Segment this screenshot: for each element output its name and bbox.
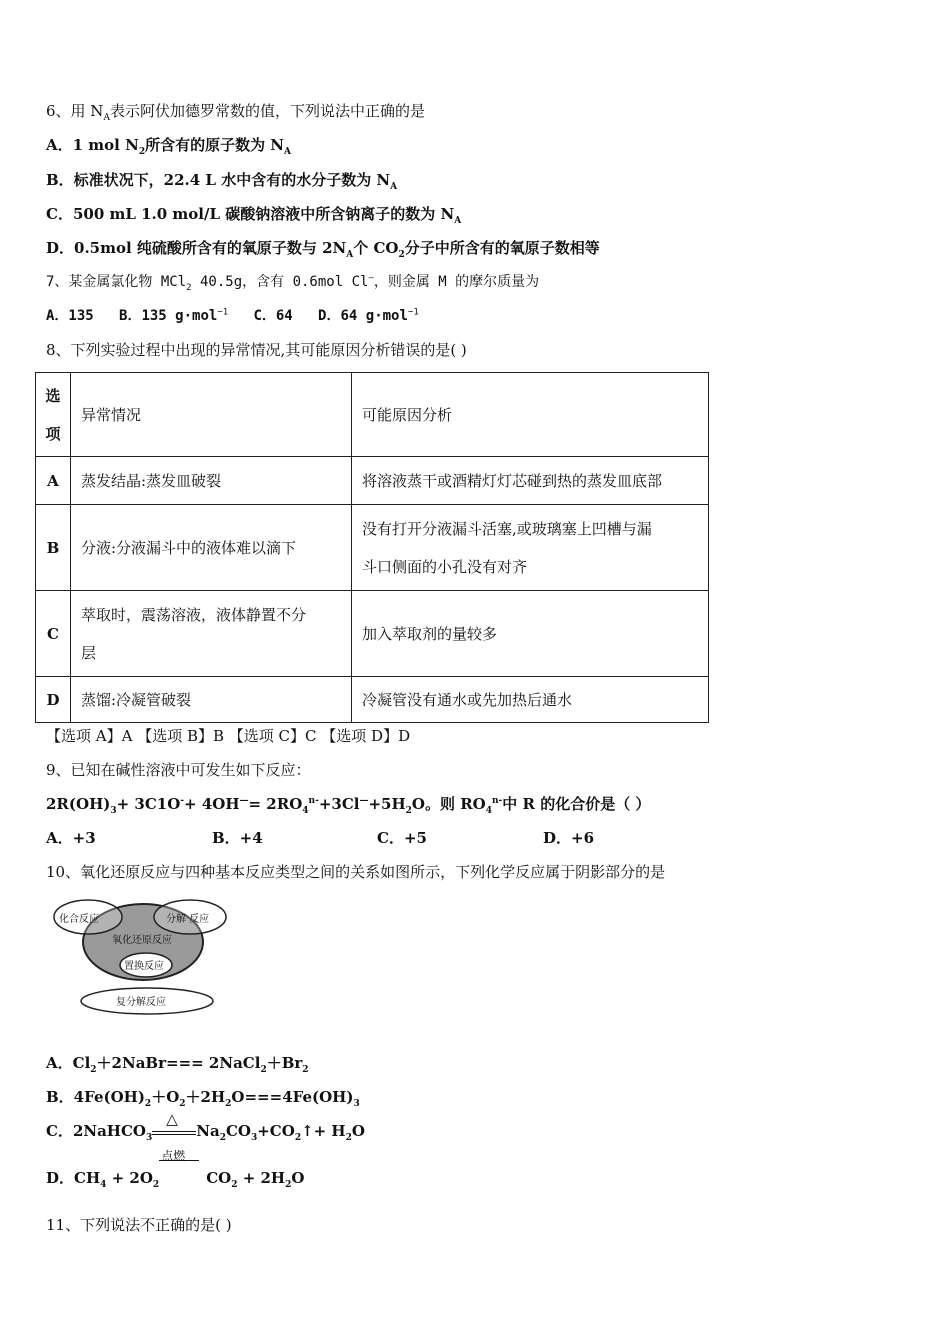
row-situation: 蒸馏:冷凝管破裂 [71,677,352,723]
row-option: C [36,591,71,677]
row-cause: 没有打开分液漏斗活塞,或玻璃塞上凹槽与漏 斗口侧面的小孔没有对齐 [352,505,709,591]
row-situation: 萃取时，震荡溶液，液体静置不分 层 [71,591,352,677]
q10-option-a: A．$Cl_2+2NaBr===$ $2NaCl_2+Br_2$ [46,1054,309,1075]
label-double-displacement: 复分解反应 [116,997,166,1008]
q8-stem: 8、下列实验过程中出现的异常情况,其可能原因分析错误的是( ) [46,341,467,359]
q7-options: A．135 B．135 g·mol$^{-1}$ C．64 D．64 g·mol$^{-1}$ [46,307,419,324]
row-option: B [36,505,71,591]
row-cause: 冷凝管没有通水或先加热后通水 [352,677,709,723]
heat-symbol: △ [166,1110,178,1128]
q9-option-a: A．+3 [46,829,96,847]
row-option: A [36,457,71,505]
q11-stem: 11、下列说法不正确的是( ) [46,1216,232,1234]
q10-option-c: C．2NaHCO$_3$ △ $Na_2CO_3+CO_2↑+ H_2O$ [46,1110,365,1143]
q6-option-c: C．500 mL 1.0 mol/L 碳酸钠溶液中所含钠离子的数为 $N_A$ [46,205,462,226]
ignition-label: 点燃 [161,1149,186,1163]
table-row [36,505,709,591]
table-header-row [36,373,709,457]
q10-stem: 10、氧化还原反应与四种基本反应类型之间的关系如图所示，下列化学反应属于阴影部分的是 [46,863,666,881]
reaction-type-diagram [50,895,240,1020]
q10-option-d: D．$CH_4 + 2O_2$ 点燃 $CO_2 + 2H_2O$ [46,1168,304,1188]
header-cause: 可能原因分析 [352,373,709,457]
ignition-arrow [159,1149,206,1188]
heat-arrow [152,1110,196,1141]
label-combination: 化合反应 [59,914,99,925]
label-decomposition: 分解 反应 [166,914,210,925]
q9-stem: 9、已知在碱性溶液中可发生如下反应： [46,761,311,779]
q9-equation: $2R(OH)_3+ 3C1O^-+ 4OH^—= 2RO_4^{n-}+3Cl^—+5H_2O$。则 $RO_4^{n-}$中 R 的化合价是（ ） [46,795,651,816]
row-cause: 将溶液蒸干或酒精灯灯芯碰到热的蒸发皿底部 [352,457,709,505]
q9-option-c: C．+5 [377,829,427,847]
header-situation: 异常情况 [71,373,352,457]
table-row [36,457,709,505]
q9-option-b: B．+4 [212,829,263,847]
row-cause: 加入萃取剂的量较多 [352,591,709,677]
q7-stem: 7、某金属氯化物 MCl$_2$ 40.5g，含有 0.6mol Cl—，则金属 M 的摩尔质量为 [46,273,540,293]
q6-option-b: B．标准状况下，22.4 L 水中含有的水分子数为 $N_A$ [46,171,398,192]
q6-stem: 6、用 $N_A$表示阿伏加德罗常数的值，下列说法中正确的是 [46,102,425,123]
q8-answer-line: 【选项 A】A 【选项 B】B 【选项 C】C 【选项 D】D [46,727,411,745]
header-option: 选 项 [36,373,71,457]
q6-option-d: D．0.5mol 纯硫酸所含有的氧原子数与 $2N_A$个 $CO_2$分子中所含有的氧原子数相等 [46,239,600,260]
q9-option-d: D．+6 [543,829,595,847]
table-row [36,677,709,723]
row-situation: 分液:分液漏斗中的液体难以滴下 [71,505,352,591]
experiment-table [35,372,709,723]
table-row [36,591,709,677]
q10-option-b: B．$4Fe(OH)_2+O_2+2H_2O===4Fe(OH)_3$ [46,1088,360,1109]
label-displacement: 置换反应 [124,961,164,972]
q6-option-a: A．1 mol $N_2$所含有的原子数为 $N_A$ [46,136,291,157]
label-redox: 氧化还原反应 [112,935,172,946]
row-option: D [36,677,71,723]
row-situation: 蒸发结晶:蒸发皿破裂 [71,457,352,505]
